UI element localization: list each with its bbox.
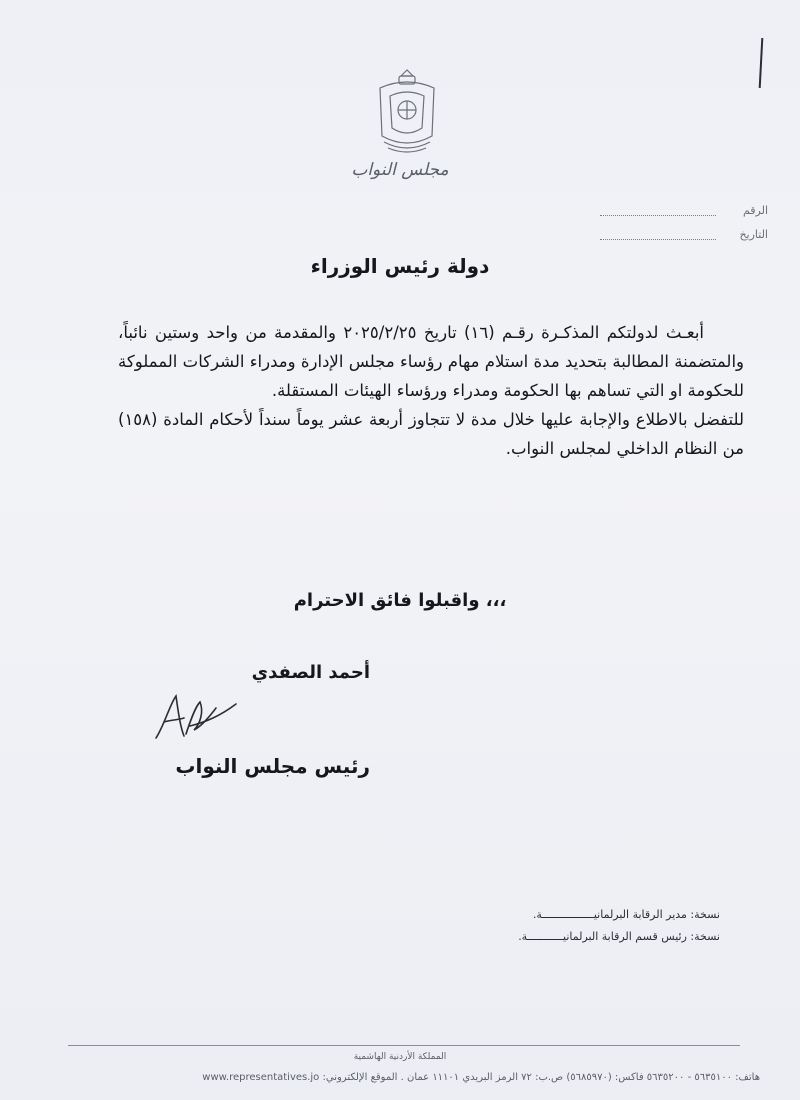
handwritten-signature [150,686,240,746]
addressee: دولة رئيس الوزراء [310,254,490,278]
reference-number-row [600,204,768,224]
letter-body [118,318,744,463]
footer-heading: المملكة الأردنية الهاشمية [353,1052,447,1062]
margin-pen-mark [759,38,764,88]
copy-recipient-2: نسخة: رئيس قسم الرقابة البرلمانيـــــــــــة. [518,930,720,943]
body-paragraph-1: أبعـث لدولتكم المذكـرة رقـم (١٦) تاريخ ٢٠٢٥/٢/٢٥ والمقدمة من واحد وستين نائباً، والمتضمنة المطالبة بتحديد مدة استلام مهام رؤساء مجلس الإدارة ومدراء الشركات المملوكة للحكومة او التي تساهم بها الحكومة ومدراء ورؤساء الهيئات المستقلة. [118,323,744,400]
reference-date-label: التاريخ [739,228,768,241]
footer-contact: هاتف: ٥٦٣٥١٠٠ - ٥٦٣٥٢٠٠ فاكس: (٥٦٨٥٩٧٠) ص.ب: ٧٢ الرمز البريدي ١١١٠١ عمان . الموقع الإلكتروني: www.representatives.jo [202,1072,760,1083]
signer-title: رئيس مجلس النواب [175,754,370,778]
body-paragraph-2: للتفضل بالاطلاع والإجابة عليها خلال مدة لا تتجاوز أربعة عشر يوماً سنداً لأحكام المادة (١٥٨) من النظام الداخلي لمجلس النواب. [118,410,744,458]
signer-name: أحمد الصفدي [251,662,370,683]
institution-name: مجلس النواب [351,160,449,180]
coat-of-arms-emblem [372,66,442,158]
closing-salutation: واقبلوا فائق الاحترام ،،، [293,590,507,611]
footer-divider [68,1045,740,1046]
reference-number-line [600,215,716,216]
reference-date-row [600,228,768,248]
reference-number-label: الرقم [742,204,768,217]
reference-date-line [600,239,716,240]
copy-recipient-1: نسخة: مدير الرقابة البرلمانيــــــــــــــــة. [532,908,720,921]
